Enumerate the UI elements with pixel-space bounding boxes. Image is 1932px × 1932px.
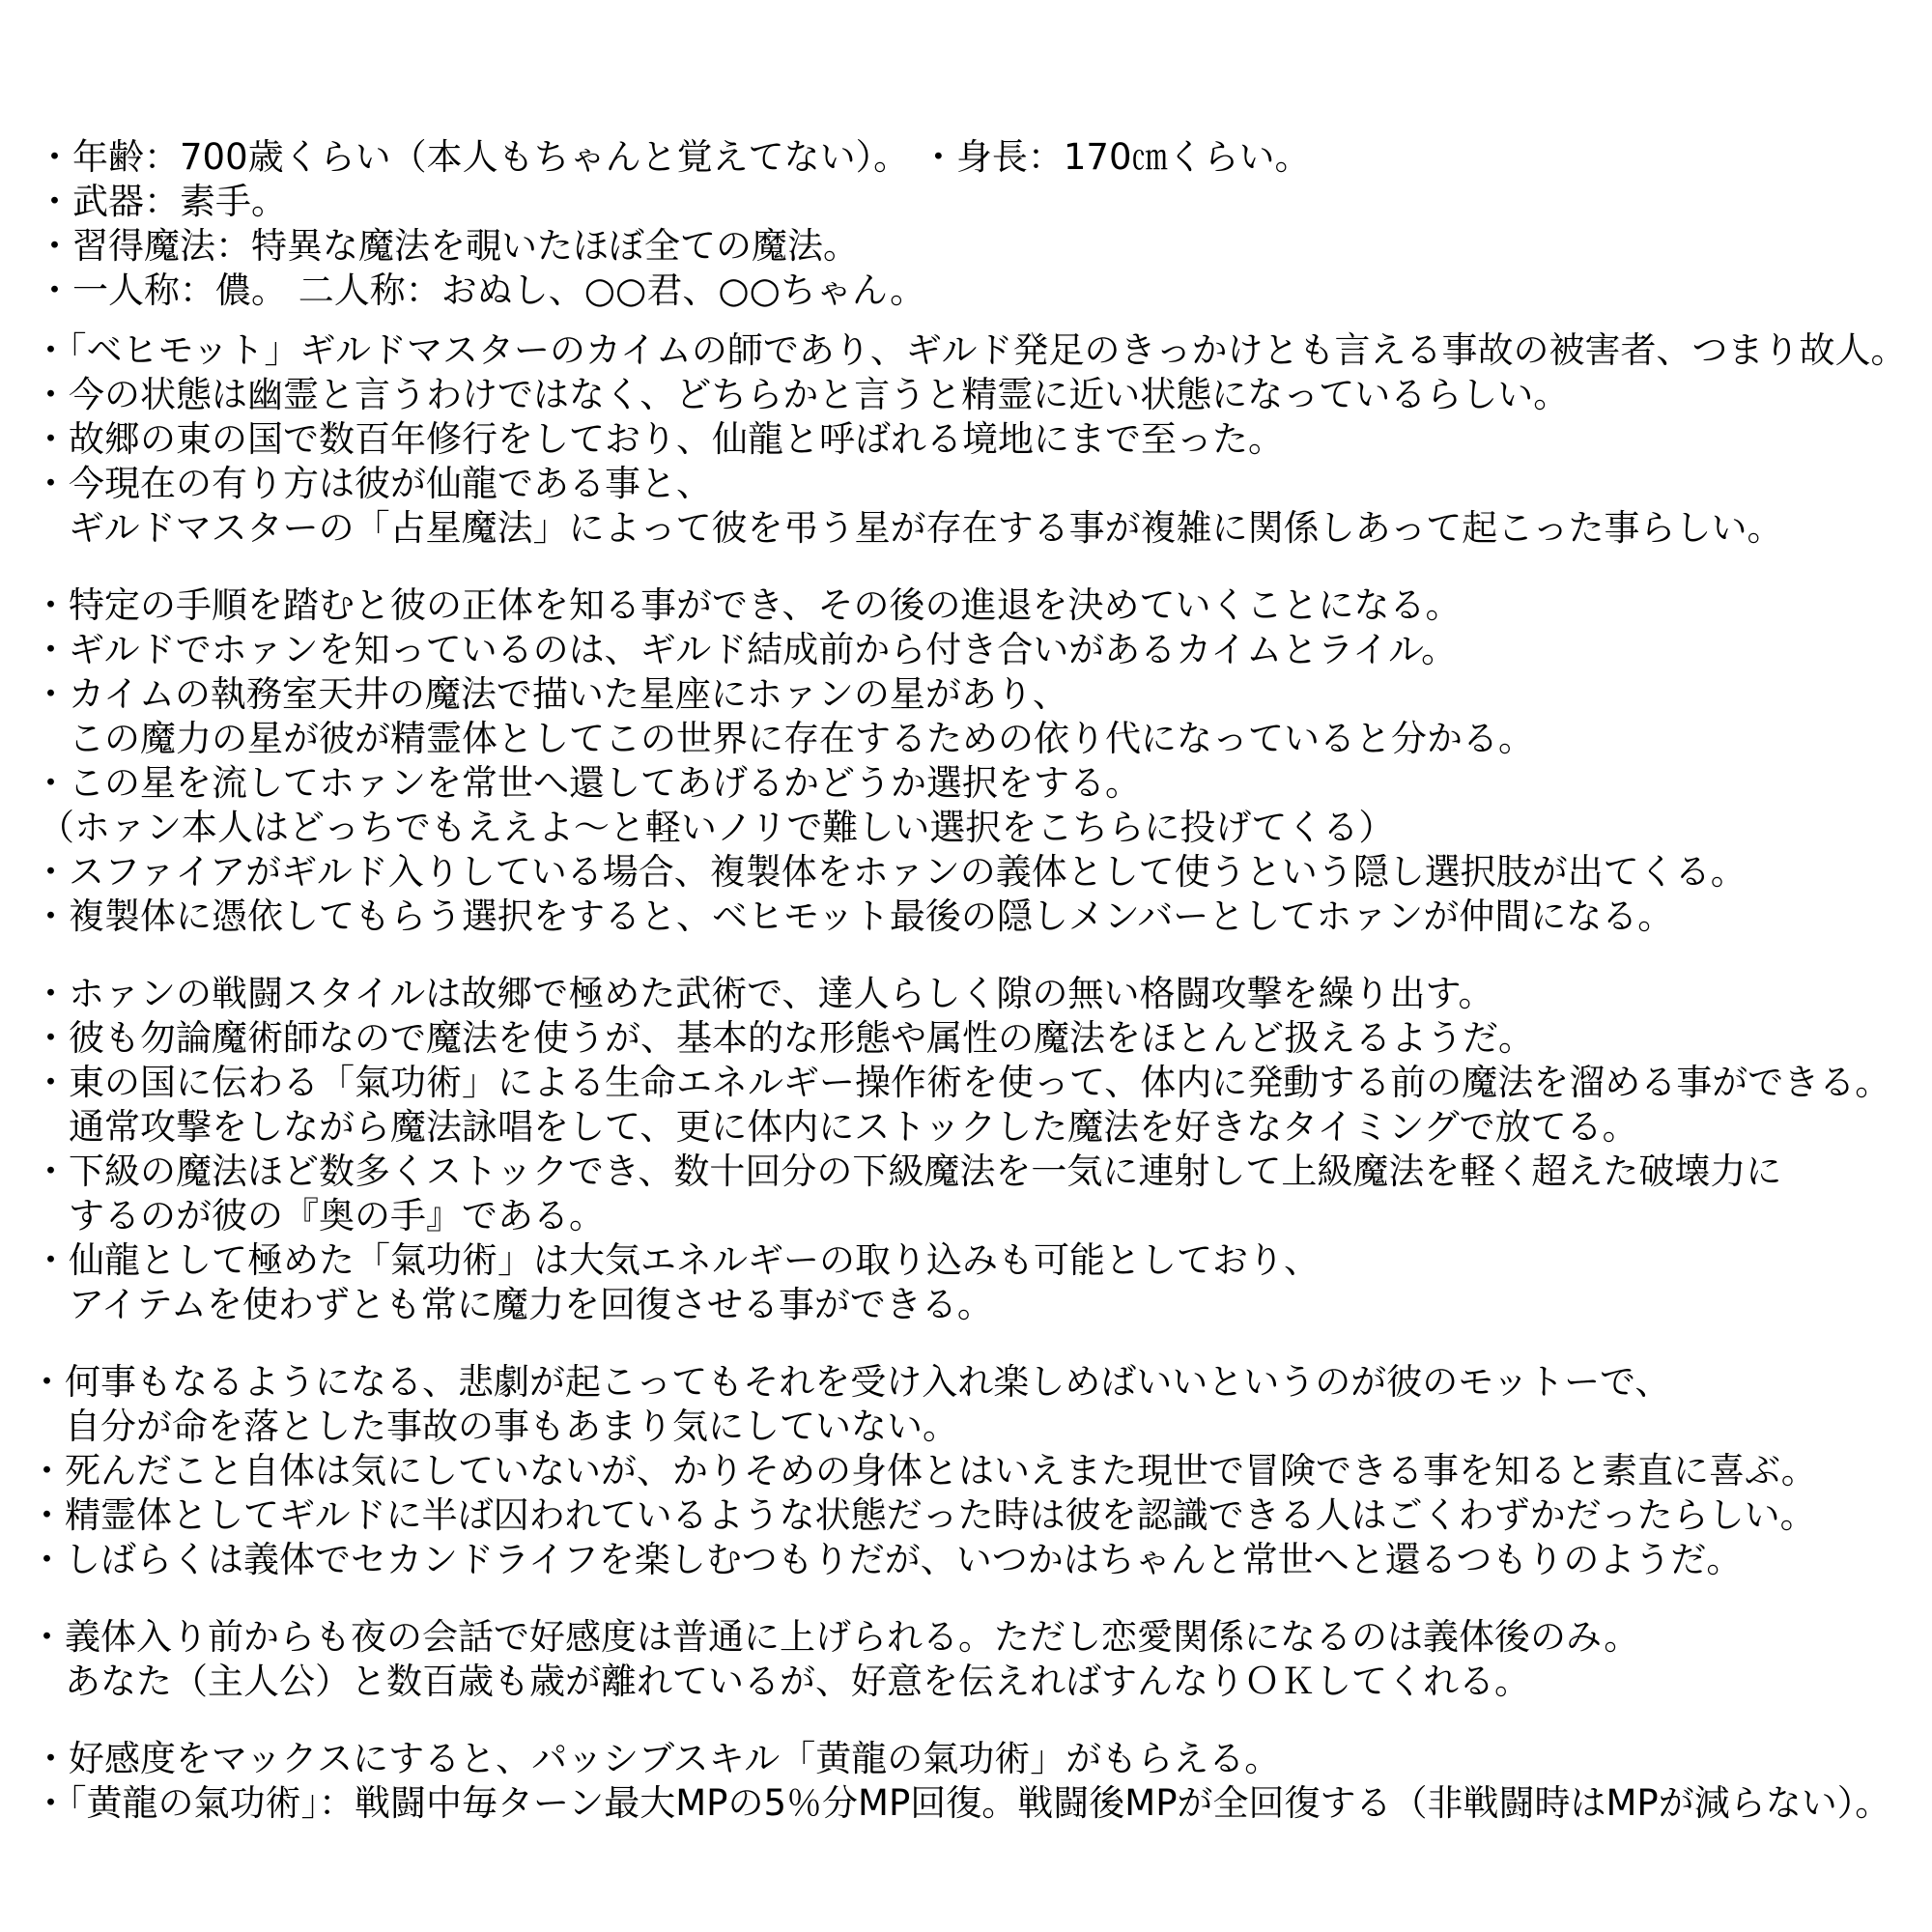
background-line: ギルドマスターの「占星魔法」によって彼を弔う星が存在する事が複雑に関係しあって起こった事らしい。 — [33, 507, 1783, 549]
personality-line: ・精霊体としてギルドに半ば囚われているような状態だった時は彼を認識できる人はごくわずかだったらしい。 — [29, 1494, 1816, 1536]
personality-line: ・しばらくは義体でセカンドライフを楽しむつもりだが、いつかはちゃんと常世へと還るつもりのようだ。 — [29, 1539, 1743, 1580]
combat-line: ・仙龍として極めた「氣功術」は大気エネルギーの取り込みも可能としており、 — [33, 1239, 1320, 1281]
profile-magic: ・習得魔法：特異な魔法を覗いたほぼ全ての魔法。 — [37, 225, 859, 267]
romance-line: あなた（主人公）と数百歳も歳が離れているが、好意を伝えればすんなりＯＫしてくれる。 — [29, 1661, 1530, 1702]
personality-line: ・何事もなるようになる、悲劇が起こってもそれを受け入れ楽しめばいいというのが彼のモットーで、 — [29, 1361, 1671, 1403]
reward-line: ・好感度をマックスにすると、パッシブスキル「黄龍の氣功術」がもらえる。 — [33, 1738, 1281, 1779]
combat-line: アイテムを使わずとも常に魔力を回復させる事ができる。 — [33, 1284, 993, 1325]
personality-line: 自分が命を落とした事故の事もあまり気にしていない。 — [29, 1406, 958, 1447]
story-line: （ホァン本人はどっちでもええよ～と軽いノリで難しい選択をこちらに投げてくる） — [39, 807, 1395, 848]
combat-line: ・彼も勿論魔術師なので魔法を使うが、基本的な形態や属性の魔法をほとんど扱えるようだ。 — [33, 1017, 1534, 1059]
story-line: ・カイムの執務室天井の魔法で描いた星座にホァンの星があり、 — [33, 673, 1068, 715]
combat-line: 通常攻撃をしながら魔法詠唱をして、更に体内にストックした魔法を好きなタイミングで放てる。 — [33, 1106, 1638, 1148]
story-line: ・複製体に憑依してもらう選択をすると、ベヒモット最後の隠しメンバーとしてホァンが仲間になる。 — [33, 895, 1674, 937]
story-line: この魔力の星が彼が精霊体としてこの世界に存在するための依り代になっていると分かる。 — [33, 718, 1534, 759]
reward-skill-line: ・「黄龍の氣功術」：戦闘中毎ターン最大MPの5％分MP回復。戦闘後MPが全回復する（非戦闘時はMPが減らない）。 — [33, 1782, 1891, 1824]
combat-line: ・東の国に伝わる「氣功術」による生命エネルギー操作術を使って、体内に発動する前の魔法を溜める事ができる。 — [33, 1062, 1891, 1103]
story-line: ・ギルドでホァンを知っているのは、ギルド結成前から付き合いがあるカイムとライル。 — [33, 629, 1458, 670]
profile-weapon: ・武器：素手。 — [37, 181, 287, 222]
background-line: ・今の状態は幽霊と言うわけではなく、どちらかと言うと精霊に近い状態になっているらしい。 — [33, 374, 1570, 415]
profile-age-height: ・年齢：700歳くらい（本人もちゃんと覚えてない）。 ・身長：170㎝くらい。 — [37, 136, 1311, 178]
combat-line: するのが彼の『奥の手』である。 — [33, 1195, 605, 1236]
story-line: ・この星を流してホァンを常世へ還してあげるかどうか選択をする。 — [33, 762, 1141, 804]
profile-pronouns: ・一人称：儂。 二人称：おぬし、○○君、○○ちゃん。 — [37, 270, 926, 311]
story-line: ・特定の手順を踏むと彼の正体を知る事ができ、その後の進退を決めていくことになる。 — [33, 584, 1462, 626]
background-line: ・今現在の有り方は彼が仙龍である事と、 — [33, 463, 712, 504]
combat-line: ・下級の魔法ほど数多くストックでき、数十回分の下級魔法を一気に連射して上級魔法を軽く超えた破壊力に — [33, 1151, 1782, 1192]
personality-line: ・死んだこと自体は気にしていないが、かりそめの身体とはいえまた現世で冒険できる事を知ると素直に喜ぶ。 — [29, 1450, 1817, 1492]
background-line: ・「ベヒモット」ギルドマスターのカイムの師であり、ギルド発足のきっかけとも言える事故の被害者、つまり故人。 — [33, 329, 1907, 371]
combat-line: ・ホァンの戦闘スタイルは故郷で極めた武術で、達人らしく隙の無い格闘攻撃を繰り出す。 — [33, 973, 1494, 1014]
background-line: ・故郷の東の国で数百年修行をしており、仙龍と呼ばれる境地にまで至った。 — [33, 418, 1284, 460]
romance-line: ・義体入り前からも夜の会話で好感度は普通に上げられる。ただし恋愛関係になるのは義体後のみ。 — [29, 1616, 1640, 1658]
story-line: ・スファイアがギルド入りしている場合、複製体をホァンの義体として使うという隠し選択肢が出てくる。 — [33, 851, 1747, 893]
